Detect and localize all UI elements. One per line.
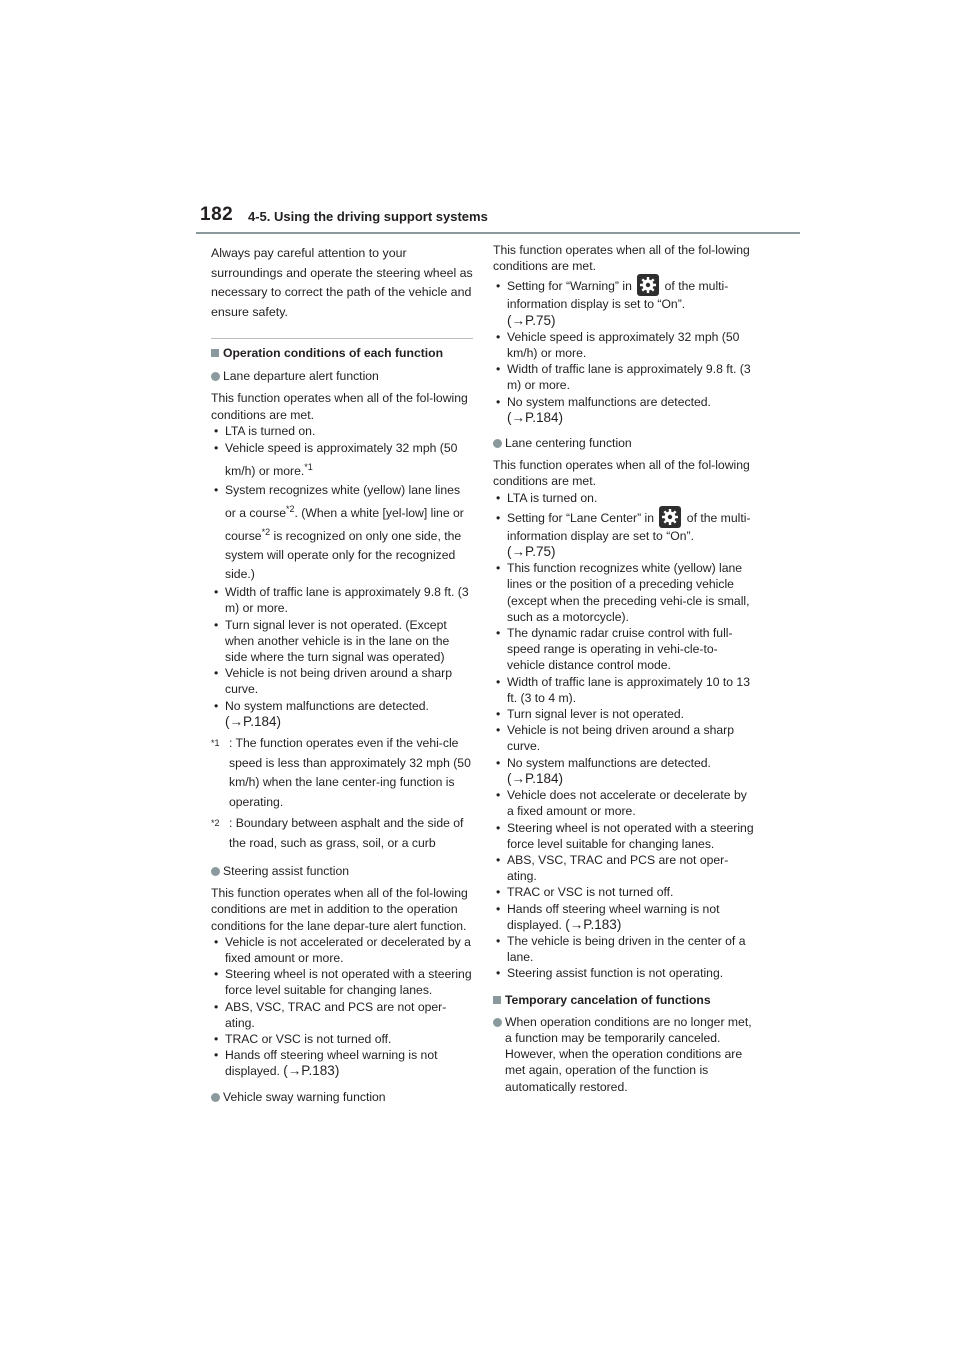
- right-column: [493, 242, 755, 1101]
- footnote-1: $^{*1}$ : The function operates even if the vehi-cle speed is less than approximately 32 mph (50 km/h) when the lane center-ing function is operating.: [211, 736, 471, 809]
- page-reference: (→P.184): [225, 713, 282, 729]
- list-item: • TRAC or VSC is not turned off.: [493, 884, 755, 900]
- square-bullet-icon: [493, 996, 501, 1004]
- list-item: • ABS, VSC, TRAC and PCS are not oper-ating.: [211, 999, 473, 1031]
- list-item: • Setting for “Warning” in of the multi-information display is set to “On”. (→P.75): [493, 278, 755, 328]
- circle-bullet-icon: [493, 439, 502, 448]
- list-item: • Hands off steering wheel warning is not displayed. (→P.183): [211, 1047, 473, 1079]
- section-divider: [211, 338, 473, 339]
- list-item: • Setting for “Lane Center” in of the multi-information display are set to “On”. (→P.75): [493, 510, 755, 560]
- page-number: 182: [200, 204, 234, 225]
- temporary-cancelation-item: When operation conditions are no longer met, a function may be temporarily canceled. However, when the operation conditions are met again, operation of the function is automatically restored.: [493, 1014, 755, 1095]
- lda-lead: This function operates when all of the fol-lowing conditions are met.: [211, 391, 468, 422]
- steering-conditions-list: [211, 934, 473, 1080]
- settings-gear-icon: [637, 274, 659, 296]
- list-item: • The dynamic radar cruise control with full-speed range is operating in vehi-cle-to-vehicle distance control mode.: [493, 625, 755, 674]
- list-item: • Width of traffic lane is approximately 9.8 ft. (3 m) or more.: [493, 361, 755, 393]
- list-item: • Vehicle speed is approximately 32 mph (50 km/h) or more.: [493, 329, 755, 361]
- list-item: • Vehicle speed is approximately 32 mph (50 km/h) or more.$^{*1}$: [211, 439, 473, 481]
- list-item: • No system malfunctions are detected. (→P.184): [493, 755, 755, 787]
- circle-bullet-icon: [493, 1018, 502, 1027]
- centering-lead: This function operates when all of the fol-lowing conditions are met.: [493, 458, 750, 489]
- header-divider: [196, 232, 800, 234]
- page-header: [196, 204, 800, 234]
- lda-heading: Lane departure alert function: [211, 368, 473, 384]
- list-item: • Vehicle is not being driven around a sharp curve.: [493, 722, 755, 754]
- sway-lead: This function operates when all of the fol-lowing conditions are met.: [493, 243, 750, 274]
- list-item: • Vehicle does not accelerate or decelerate by a fixed amount or more.: [493, 787, 755, 819]
- list-item: • No system malfunctions are detected. (→P.184): [493, 394, 755, 426]
- sway-warning-heading: Vehicle sway warning function: [211, 1089, 473, 1105]
- operation-conditions-heading: Operation conditions of each function: [211, 345, 473, 361]
- list-item: • This function recognizes white (yellow) lane lines or the position of a preceding vehicle (except when the preceding vehi-cle is small, such as a motorcycle).: [493, 560, 755, 625]
- centering-conditions-list: [493, 490, 755, 982]
- list-item: • Steering assist function is not operating.: [493, 965, 755, 981]
- list-item: • Width of traffic lane is approximately 9.8 ft. (3 m) or more.: [211, 584, 473, 616]
- settings-gear-icon: [659, 506, 681, 528]
- list-item: • Turn signal lever is not operated. (Except when another vehicle is in the lane on the side where the turn signal was operated): [211, 617, 473, 666]
- page-reference: (→P.75): [507, 312, 556, 328]
- list-item: • Width of traffic lane is approximately 10 to 13 ft. (3 to 4 m).: [493, 674, 755, 706]
- circle-bullet-icon: [211, 372, 220, 381]
- list-item: • ABS, VSC, TRAC and PCS are not oper-ating.: [493, 852, 755, 884]
- list-item: • Steering wheel is not operated with a steering force level suitable for changing lanes.: [493, 820, 755, 852]
- page-reference: (→P.183): [283, 1063, 340, 1079]
- square-bullet-icon: [211, 349, 219, 357]
- list-item: • No system malfunctions are detected. (→P.184): [211, 698, 473, 730]
- list-item: • Hands off steering wheel warning is not displayed. (→P.183): [493, 901, 755, 933]
- list-item: • Vehicle is not accelerated or decelerated by a fixed amount or more.: [211, 934, 473, 966]
- lane-centering-heading: Lane centering function: [493, 435, 755, 451]
- circle-bullet-icon: [211, 1093, 220, 1102]
- steering-lead: This function operates when all of the fol-lowing conditions are met in addition to the operation conditions for the lane depar-ture alert function.: [211, 886, 468, 933]
- left-column: [211, 242, 473, 1111]
- list-item: • Turn signal lever is not operated.: [493, 706, 755, 722]
- section-title: 4-5. Using the driving support systems: [248, 209, 488, 224]
- sway-conditions-list: [493, 278, 755, 426]
- page-reference: (→P.75): [507, 544, 556, 560]
- circle-bullet-icon: [211, 867, 220, 876]
- list-item: • Vehicle is not being driven around a sharp curve.: [211, 665, 473, 697]
- list-item: • LTA is turned on.: [493, 490, 755, 506]
- page-reference: (→P.184): [507, 409, 564, 425]
- temporary-cancelation-heading: Temporary cancelation of functions: [493, 992, 755, 1008]
- list-item: • Steering wheel is not operated with a steering force level suitable for changing lanes.: [211, 966, 473, 998]
- steering-assist-heading: Steering assist function: [211, 863, 473, 879]
- footnote-2: $^{*2}$ : Boundary between asphalt and the side of the road, such as grass, soil, or a curb: [211, 816, 464, 850]
- list-item: • TRAC or VSC is not turned off.: [211, 1031, 473, 1047]
- list-item: • The vehicle is being driven in the center of a lane.: [493, 933, 755, 965]
- intro-caution: Always pay careful attention to your surroundings and operate the steering wheel as necessary to correct the path of the vehicle and ensure safety.: [211, 246, 473, 319]
- page-reference: (→P.183): [565, 916, 622, 932]
- lda-conditions-list: [211, 423, 473, 730]
- list-item: • LTA is turned on.: [211, 423, 473, 439]
- list-item: • System recognizes white (yellow) lane lines or a course$^{*2}$. (When a white [yel-low] line or course$^{*2}$ is recognized on only one side, the system will operate only for the recognized side.): [211, 481, 473, 584]
- page-reference: (→P.184): [507, 770, 564, 786]
